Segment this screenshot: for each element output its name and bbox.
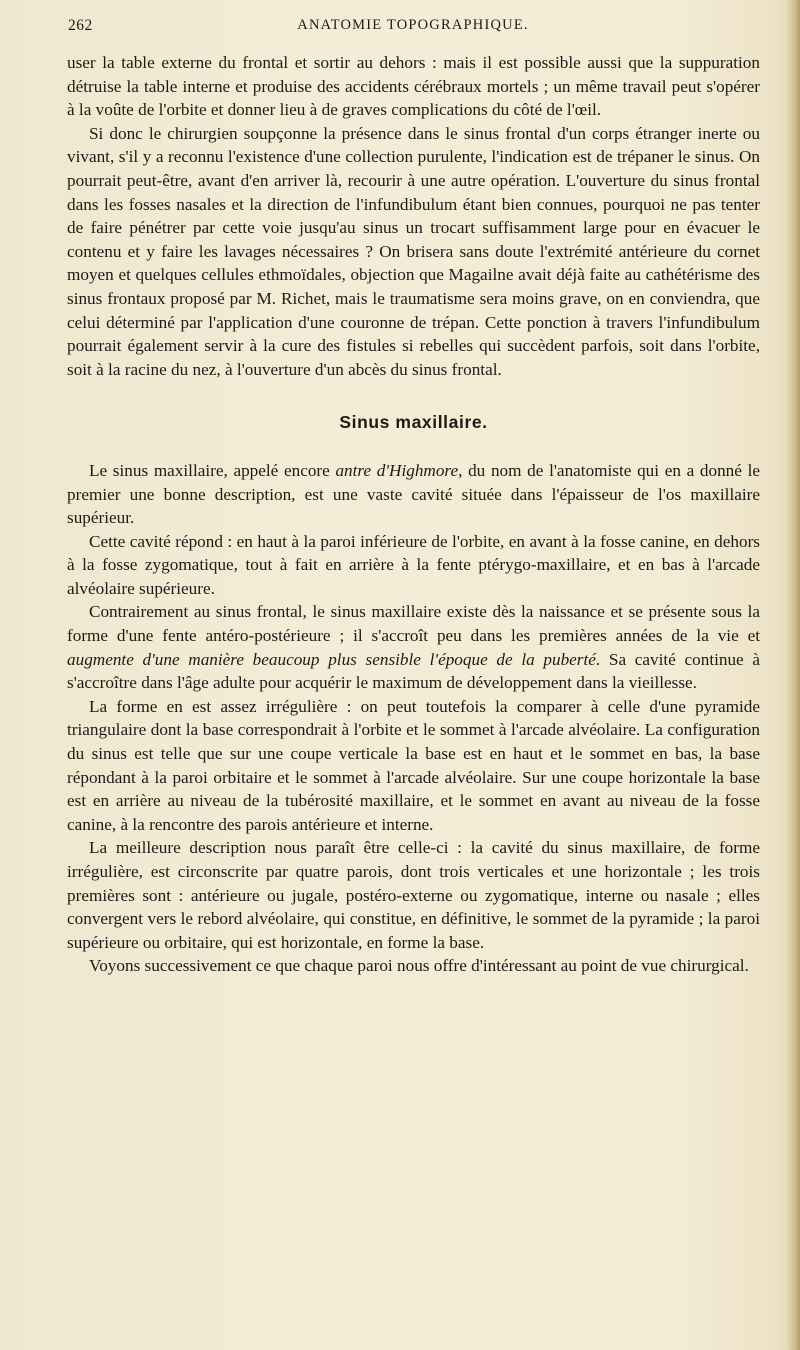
section-heading: Sinus maxillaire. [339, 412, 488, 433]
paragraph-conclusion: Voyons successivement ce que chaque paroi nous offre d'intéressant au point de vue chirurgical. [89, 956, 749, 976]
p1-italic: antre d'Highmore [335, 460, 459, 480]
p3-italic: augmente d'une manière beaucoup plus sensible l'époque de la puberté [67, 649, 596, 669]
page-number: 262 [68, 17, 93, 34]
body-text [67, 51, 760, 978]
paragraph-development [67, 600, 760, 694]
paragraph-relations: Cette cavité répond : en haut à la paroi inférieure de l'orbite, en avant à la fosse canine, en dehors à la fosse zygomatique, tout à fait en arrière à la fente ptérygo-maxillaire, et en bas à l'arcade alvéolaire supérieure. [67, 531, 760, 598]
paragraph-shape: La forme en est assez irrégulière : on peut toutefois la comparer à celle d'une pyramide triangulaire dont la base correspondrait à l'orbite et le sommet à l'arcade alvéolaire. La configuration du sinus est telle que sur une coupe verticale la base est en haut et le sommet en bas, la base répondant à la paroi orbitaire et le sommet à l'arcade alvéolaire. Sur une coupe horizontale la base est en arrière au niveau de la tubérosité maxillaire, et le sommet en avant au niveau de la fosse canine, à la rencontre des parois antérieure et interne. [67, 696, 760, 834]
p3-text-b: . Sa cavité continue à s'accroître dans l'âge adulte pour acquérir le maximum de développement dans la vieillesse. [67, 649, 761, 693]
paragraph-continued: user la table externe du frontal et sortir au dehors : mais il est possible aussi que la suppuration détruise la table interne et produise des accidents cérébraux mortels ; un même travail peut s'opérer à la voûte de l'orbite et donner lieu à de graves complications du côté de l'œil. [67, 53, 760, 120]
p3-text-a: Contrairement au sinus frontal, le sinus maxillaire existe dès la naissance et se présente sous la forme d'une fente antéro-postérieure ; il s'accroît peu dans les premières années de la vie et [67, 602, 760, 646]
running-title: ANATOMIE TOPOGRAPHIQUE. [297, 17, 529, 33]
paragraph-definition [67, 459, 760, 530]
paragraph-trepanation: Si donc le chirurgien soupçonne la présence dans le sinus frontal d'un corps étranger inerte ou vivant, s'il y a reconnu l'existence d'une collection purulente, l'indication est de trépaner le sinus. On pourrait peut-être, avant d'en arriver là, recourir à une autre opération. L'ouverture du sinus frontal dans les fosses nasales et la direction de l'infundibulum étant bien connues, pourquoi ne pas tenter de faire pénétrer par cette voie jusqu'au sinus un trocart suffisamment large pour en évacuer le contenu et y faire les lavages nécessaires ? On brisera sans doute l'extrémité antérieure du cornet moyen et quelques cellules ethmoïdales, objection que Magailne avait déjà faite au cathétérisme des sinus frontaux proposé par M. Richet, mais le traumatisme sera moins grave, on en conviendra, que celui déterminé par l'application d'une couronne de trépan. Cette ponction à travers l'infundibulum pourrait également servir à la cure des fistules si rebelles qui succèdent parfois, soit dans l'orbite, soit à la racine du nez, à l'ouverture d'un abcès du sinus frontal. [67, 123, 760, 379]
paragraph-description: La meilleure description nous paraît être celle-ci : la cavité du sinus maxillaire, de forme irrégulière, est circonscrite par quatre parois, dont trois verticales et une horizontale ; les trois premières sont : antérieure ou jugale, postéro-externe ou zygomatique, interne ou nasale ; elles convergent vers le rebord alvéolaire, qui constitue, en définitive, le sommet de la pyramide ; la paroi supérieure ou orbitaire, qui est horizontale, en forme la base. [67, 838, 760, 952]
running-header [68, 17, 758, 39]
page-edge-shadow [786, 0, 800, 1350]
p1-text-b: , du nom de l'anatomiste qui en a donné le premier une bonne description, est une vaste cavité située dans l'épaisseur de l'os maxillaire supérieur. [67, 460, 760, 528]
p1-text-a: Le sinus maxillaire, appelé encore [89, 460, 336, 480]
